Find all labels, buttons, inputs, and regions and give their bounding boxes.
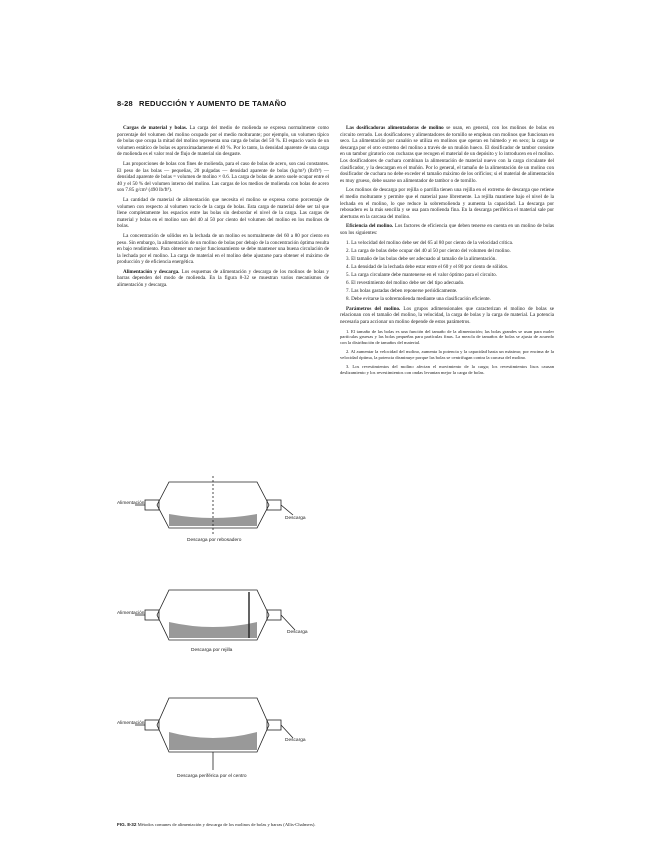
figure-label-feed: Alimentación — [117, 721, 145, 726]
caption-text: Métodos comunes de alimentación y descarga de los molinos de bolas y barras (Allis-Chalmers). — [137, 822, 316, 827]
list-item: 1. La velocidad del molino debe ser del 65 al 80 por ciento de la velocidad crítica. — [346, 239, 514, 246]
paragraph-text: Los factores de eficiencia que deben tenerse en cuenta en un molino de bolas son los siguientes: — [340, 223, 554, 236]
figure-8-32 — [117, 470, 329, 815]
list-item: 3. El tamaño de las bolas debe ser adecuado al tamaño de la alimentación. — [346, 255, 497, 262]
mill-diagram-overflow — [135, 476, 293, 534]
paragraph: Los molinos de descarga por rejilla o parrilla tienen una rejilla en el extremo de descarga que retiene el medio molturante y permite que el material pase libremente. La rejilla mantiene bajo el nivel de la lechada en el molino, lo que reduce la sobremolienda y aumenta la capacidad. La descarga por rebosadero es la más sencilla y se usa para molienda fina. En la descarga periférica el material sale por aberturas en la carcasa del molino. — [340, 187, 554, 220]
running-title: REDUCCIÓN Y AUMENTO DE TAMAÑO — [139, 99, 287, 108]
paragraph: 1. El tamaño de las bolas es una función del tamaño de la alimentación; las bolas grandes se usan para moler partículas gruesas y las bolas pequeñas para partículas finas. La mezcla de tamaños de bolas se ajusta de acuerdo con la distribución de tamaños del material. — [340, 328, 554, 346]
mill-diagrams — [117, 470, 329, 815]
list-item: 7. Las bolas gastadas deben reponerse periódicamente. — [346, 288, 458, 295]
left-column — [117, 125, 329, 292]
paragraph-text: La carga del medio de molienda se expresa normalmente como porcentaje del volumen del molino ocupado por el medio molturante; por ejemplo, un volumen típico de bolas que ocupa la mitad del molino representa una carga de bolas del 50 %. El espacio vacío de un volumen estático de bolas es aproximadamente el 40 %. Por lo tanto, la densidad aparente de una carga de molienda es el valor real de flujo de material sin desgaste. — [117, 125, 329, 158]
list-item: 5. La carga circulante debe mantenerse en el valor óptimo para el circuito. — [346, 271, 497, 278]
paragraph: La cantidad de material de alimentación que necesita el molino se expresa como porcentaje de volumen con respecto al volumen vacío de la carga de bolas. Esta carga de material debe ser tal que llene completamente los espacios entre las bolas sin desbordar el nivel de la carga. Las cargas de material y bolas en el molino son del 40 al 50 por ciento del volumen del molino en los molinos de bolas. — [117, 196, 329, 230]
paragraph: 2. Al aumentar la velocidad del molino, aumenta la potencia y la capacidad hasta un máximo; por encima de la velocidad óptima, la potencia disminuye porque las bolas se centrifugan contra la carcasa del molino. — [340, 349, 554, 361]
list-item: 8. Debe evitarse la sobremolienda mediante una clasificación eficiente. — [346, 296, 491, 303]
list-item: 6. El revestimiento del molino debe ser del tipo adecuado. — [346, 279, 465, 286]
paragraph: Las proporciones de bolas con fines de molienda, para el caso de bolas de acero, son casi constantes. El peso de las bolas — pequeñas, 20 pulgadas — densidad aparente de bolas (kg/m³) (lb/ft³) — densidad aparente de bolas = volumen de molino × 0.6. La carga de bolas de acero suele ocupar entre el 40 y el 50 % del volumen interno del molino. Las cargas de los medios de molienda con bolas de acero son 7.85 g/cm³ (490 lb/ft³). — [117, 160, 329, 194]
figure-label-feed: Alimentación — [117, 501, 145, 506]
paragraph: La concentración de sólidos en la lechada de un molino es normalmente del 60 a 80 por ciento en peso. Sin embargo, la alimentación de un molino de bolas por debajo de la concentración óptima resulta en bajo rendimiento. Para obtener un mejor funcionamiento se debe mantener una buena circulación de la lechada por el molino. La carga de material en el molino debe ajustarse para obtener el máximo de producción y de eficiencia energética. — [117, 232, 329, 266]
discharge-arrow — [281, 725, 293, 738]
list-item: 4. La densidad de la lechada debe estar entre el 60 y el 80 por ciento de sólidos. — [346, 263, 509, 270]
discharge-arrow — [281, 505, 293, 515]
figure-sublabel: Descarga por rebosadero — [187, 538, 242, 543]
page-header — [117, 99, 557, 111]
paragraph: 3. Los revestimientos del molino afectan el movimiento de la carga; los revestimientos lisos causan deslizamiento y los revestimientos con ondas levantan mejor la carga de bolas. — [340, 364, 554, 375]
figure-caption — [117, 822, 329, 828]
run-in-heading: Cargas de material y bolas. — [123, 125, 188, 131]
mill-diagram-grate — [135, 590, 295, 640]
mill-diagram-peripheral — [135, 698, 293, 770]
paragraph — [340, 125, 554, 184]
run-in-heading: Las dosificadoras alimentadoras de molino — [346, 125, 444, 131]
mill-charge — [169, 622, 257, 638]
discharge-arrow — [281, 615, 295, 630]
paragraph — [117, 125, 329, 158]
right-column — [340, 125, 554, 379]
figure-label-discharge: Descarga — [285, 516, 306, 521]
run-in-heading: Alimentación y descarga. — [123, 268, 180, 275]
paragraph — [117, 269, 329, 289]
paragraph — [340, 223, 554, 236]
figure-label-discharge: Descarga — [287, 630, 308, 635]
paragraph-text: Los grupos adimensionales que caracterizan el molino de bolas se relacionan con el tamaño del molino, la velocidad, la carga de bolas y la carga de material. La potencia necesaria para accionar un molino depende de estos parámetros. — [340, 305, 554, 325]
page-number: 8-28 — [117, 99, 133, 108]
figure-sublabel: Descarga periférica por el centro — [177, 774, 247, 779]
run-in-heading: Eficiencia del molino. — [346, 223, 394, 230]
figure-sublabel: Descarga por rejilla — [191, 648, 233, 653]
list-item: 2. La carga de bolas debe ocupar del 40 al 50 por ciento del volumen del molino. — [346, 247, 511, 254]
mill-charge — [169, 732, 257, 750]
run-in-heading: Parámetros del molino. — [346, 305, 401, 312]
paragraph-text: Los esquemas de alimentación y descarga de los molinos de bolas y barras dependen del modo de molienda. En la figura 8-32 se muestran varios mecanismos de alimentación y descarga. — [117, 268, 329, 289]
paragraph-text: se usan, en general, con los molinos de bolas en circuito cerrado. Los dosificadores y alimentadores de tornillo se emplean con molinos que funcionan en seco. La alimentación por canalón se utiliza en molinos que operan en húmedo y en seco; la carga se descarga por el otro extremo del molino a través de un muñón hueco. El dosificador de tambor consiste en un tambor giratorio con cucharas que recogen el material de un depósito y lo introducen en el molino. Los dosificadores de cuchara combinan la alimentación de material nuevo con la carga circulante del clasificador, y la descargan en el muñón. Por lo general, el tamaño de la alimentación de un molino con dosificador de cuchara no debe exceder el tamaño máximo de los orificios; si el material de alimentación es muy grueso, debe usarse un alimentador de tambor o de tornillo. — [340, 125, 555, 184]
figure-label-discharge: Descarga — [285, 738, 306, 743]
caption-number: FIG. 8-32 — [117, 822, 137, 827]
efficiency-list — [340, 240, 554, 303]
figure-label-feed: Alimentación — [117, 611, 145, 616]
paragraph — [340, 306, 554, 326]
